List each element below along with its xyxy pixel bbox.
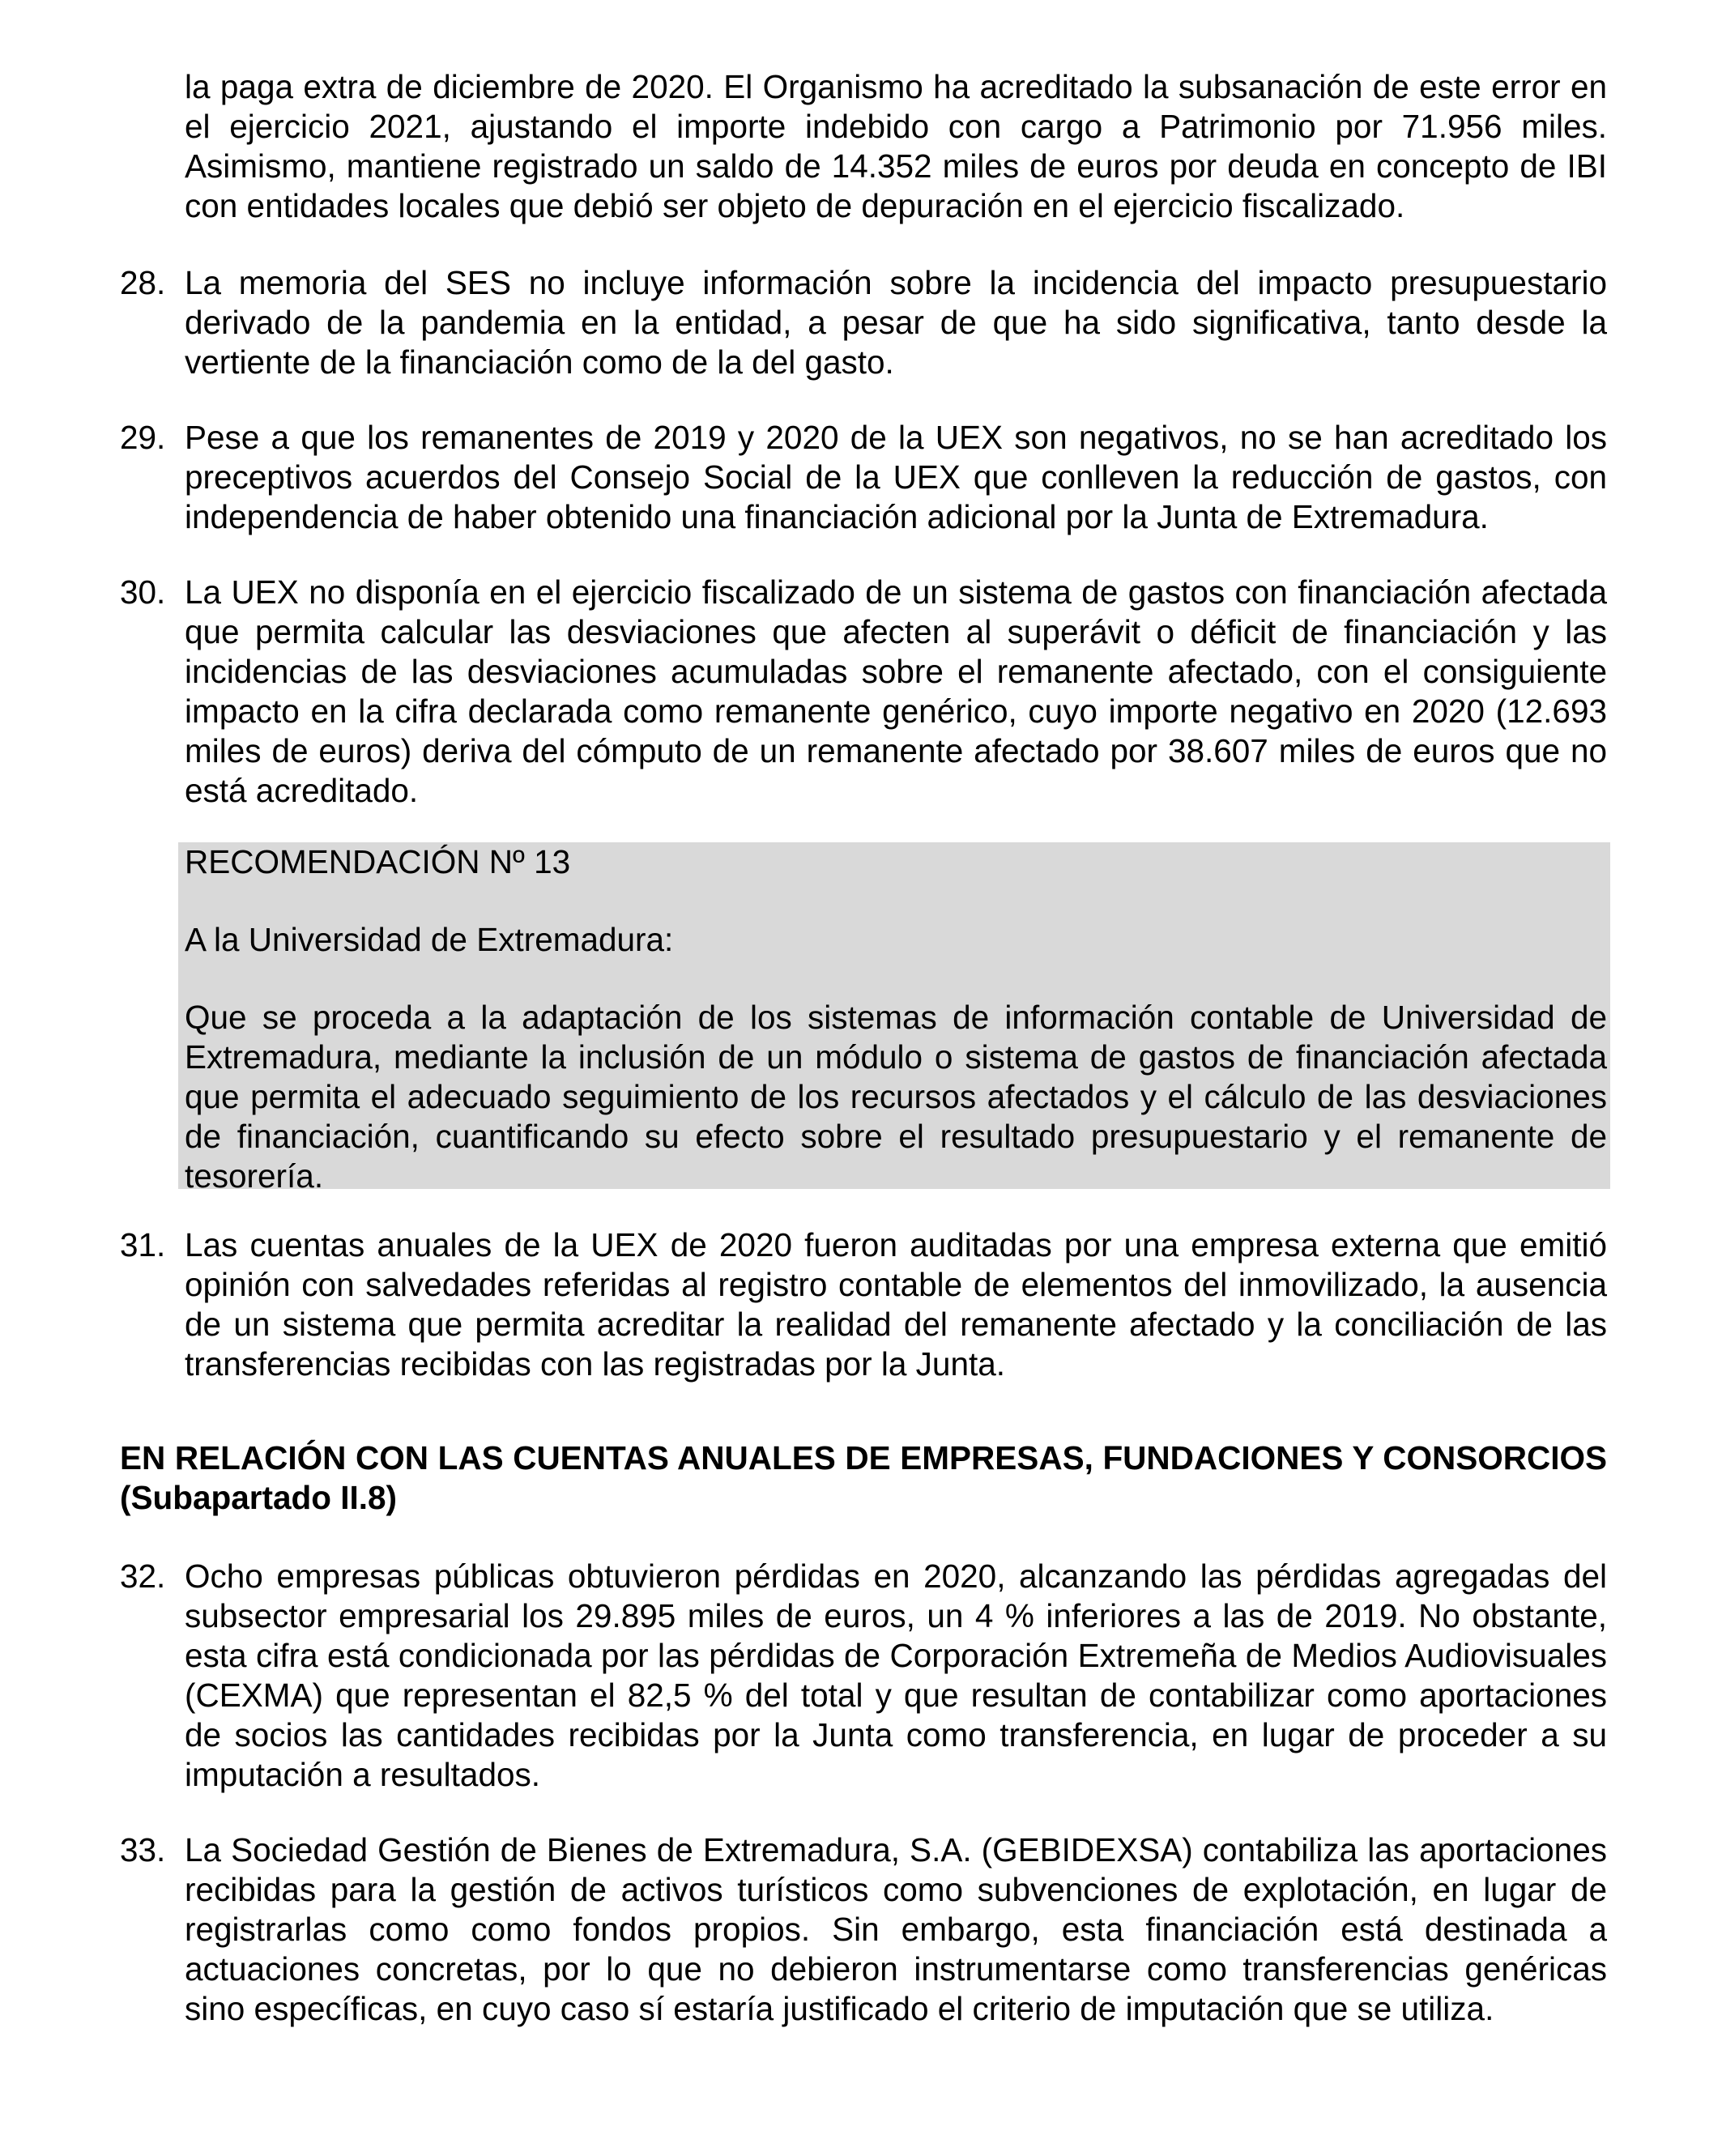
item-text: Pese a que los remanentes de 2019 y 2020 de la UEX son negativos, no se han acreditado los preceptivos acuerdos del Consejo Social de la UEX que conlleven la reducción de gastos, con independencia de haber obtenido una financiación adicional por la Junta de Extremadura. [185, 419, 1607, 535]
item-number: 29. [120, 419, 166, 456]
recommendation-text: Que se proceda a la adaptación de los sistemas de información contable de Universidad de Extremadura, mediante la inclusión de un módulo o sistema de gastos de financiación afectada que permita el adecuado seguimiento de los recursos afectados y el cálculo de las desviaciones de financiación, cuantificando su efecto sobre el resultado presupuestario y el remanente de tesorería. [185, 999, 1607, 1195]
section-heading: EN RELACIÓN CON LAS CUENTAS ANUALES DE EMPRESAS, FUNDACIONES Y CONSORCIOS (Subapartado II.8) [120, 1439, 1607, 1516]
continuation-paragraph: la paga extra de diciembre de 2020. El Organismo ha acreditado la subsanación de este error en el ejercicio 2021, ajustando el importe indebido con cargo a Patrimonio por 71.956 miles. Asimismo, mantiene registrado un saldo de 14.352 miles de euros por deuda en concepto de IBI con entidades locales que debió ser objeto de depuración en el ejercicio fiscalizado. [185, 68, 1607, 224]
item-number: 31. [120, 1226, 166, 1263]
item-number: 32. [120, 1557, 166, 1595]
recommendation-box [178, 842, 1610, 1195]
item-number: 30. [120, 573, 166, 611]
item-number: 28. [120, 264, 166, 301]
item-text: Las cuentas anuales de la UEX de 2020 fueron auditadas por una empresa externa que emitió opinión con salvedades referidas al registro contable de elementos del inmovilizado, la ausencia de un sistema que permita acreditar la realidad del remanente afectado y la conciliación de las transferencias recibidas con las registradas por la Junta. [185, 1226, 1607, 1383]
item-text: La Sociedad Gestión de Bienes de Extremadura, S.A. (GEBIDEXSA) contabiliza las aportaciones recibidas para la gestión de activos turísticos como subvenciones de explotación, en lugar de registrarlas como como fondos propios. Sin embargo, esta financiación está destinada a actuaciones concretas, por lo que no debieron instrumentarse como transferencias genéricas sino específicas, en cuyo caso sí estaría justificado el criterio de imputación que se utiliza. [185, 1831, 1607, 2027]
recommendation-title: RECOMENDACIÓN Nº 13 [185, 843, 571, 880]
item-text: La memoria del SES no incluye información sobre la incidencia del impacto presupuestario derivado de la pandemia en la entidad, a pesar de que ha sido significativa, tanto desde la vertiente de la financiación como de la del gasto. [185, 264, 1607, 381]
item-text: La UEX no disponía en el ejercicio fiscalizado de un sistema de gastos con financiación afectada que permita calcular las desviaciones que afecten al superávit o déficit de financiación y las incidencias de las desviaciones acumuladas sobre el remanente afectado, con el consiguiente impacto en la cifra declarada como remanente genérico, cuyo importe negativo en 2020 (12.693 miles de euros) deriva del cómputo de un remanente afectado por 38.607 miles de euros que no está acreditado. [185, 573, 1607, 809]
item-text: Ocho empresas públicas obtuvieron pérdidas en 2020, alcanzando las pérdidas agregadas del subsector empresarial los 29.895 miles de euros, un 4 % inferiores a las de 2019. No obstante, esta cifra está condicionada por las pérdidas de Corporación Extremeña de Medios Audiovisuales (CEXMA) que representan el 82,5 % del total y que resultan de contabilizar como aportaciones de socios las cantidades recibidas por la Junta como transferencia, en lugar de proceder a su imputación a resultados. [185, 1557, 1607, 1793]
item-number: 33. [120, 1831, 166, 1868]
recommendation-addressee: A la Universidad de Extremadura: [185, 921, 674, 958]
